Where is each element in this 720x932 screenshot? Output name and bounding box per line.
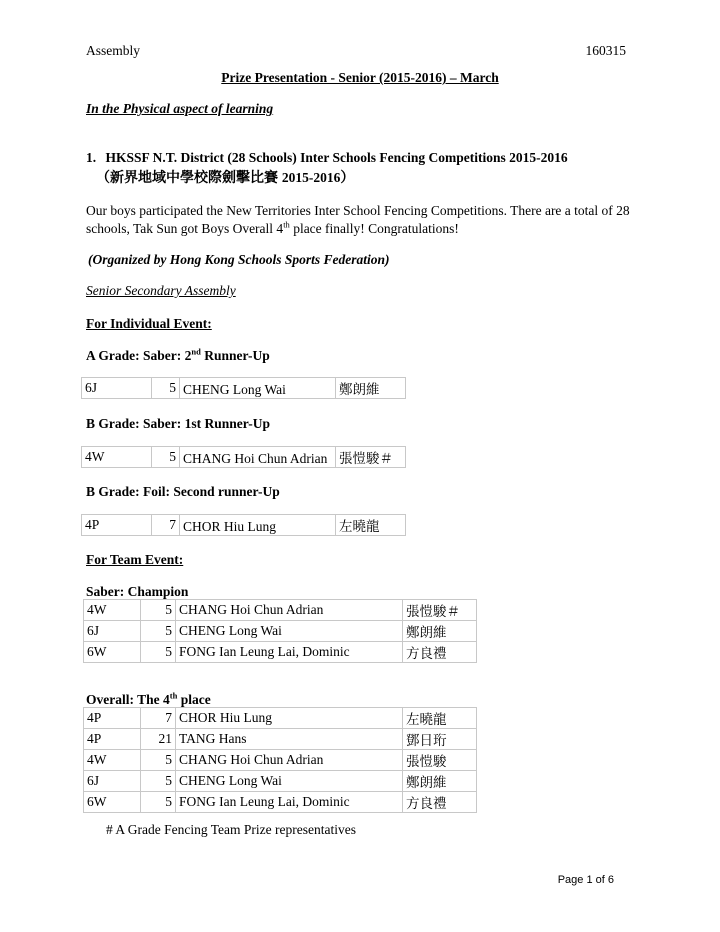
paragraph-line-2 xyxy=(86,221,459,237)
cell-number: 5 xyxy=(141,792,176,813)
grade-b-saber-heading: B Grade: Saber: 1st Runner-Up xyxy=(86,416,270,431)
grade-a-sup: nd xyxy=(191,346,201,357)
paragraph-line-2-b: place finally! Congratulations! xyxy=(289,221,459,236)
cell-name: CHENG Long Wai xyxy=(176,771,403,792)
footnote: # A Grade Fencing Team Prize representatives xyxy=(106,822,356,837)
cell-chinese-name: 左曉龍 xyxy=(336,515,406,536)
cell-class: 4W xyxy=(84,600,141,621)
cell-chinese-name: 張愷駿 xyxy=(403,750,477,771)
team-heading: For Team Event: xyxy=(86,552,184,567)
cell-name: CHENG Long Wai xyxy=(176,621,403,642)
cell-chinese-name: 左曉龍 xyxy=(403,708,477,729)
cell-class: 4P xyxy=(82,515,152,536)
cell-name: FONG Ian Leung Lai, Dominic xyxy=(176,792,403,813)
page-title: Prize Presentation - Senior (2015-2016) – March xyxy=(221,70,499,85)
cell-class: 4P xyxy=(84,708,141,729)
cell-chinese-name: 張愷駿＃ xyxy=(336,447,406,468)
table-row xyxy=(84,621,477,642)
cell-name: TANG Hans xyxy=(176,729,403,750)
cell-class: 4W xyxy=(82,447,152,468)
individual-heading: For Individual Event: xyxy=(86,316,212,331)
page-number: Page 1 of 6 xyxy=(557,874,614,886)
cell-number: 5 xyxy=(152,378,180,399)
table-row xyxy=(82,447,406,468)
overall-sup: th xyxy=(169,690,178,701)
cell-chinese-name: 鄧日珩 xyxy=(403,729,477,750)
competition-title xyxy=(86,150,568,166)
table-row xyxy=(82,378,406,399)
cell-number: 5 xyxy=(152,447,180,468)
cell-number: 5 xyxy=(141,600,176,621)
cell-number: 7 xyxy=(152,515,180,536)
header-right: 160315 xyxy=(585,43,626,58)
competition-title-en: HKSSF N.T. District (28 Schools) Inter Schools Fencing Competitions 2015-2016 xyxy=(105,150,568,165)
cell-number: 21 xyxy=(141,729,176,750)
saber-champion-heading: Saber: Champion xyxy=(86,584,189,599)
cell-name: FONG Ian Leung Lai, Dominic xyxy=(176,642,403,663)
paragraph-line-1: Our boys participated the New Territories Inter School Fencing Competitions. There are a total of 28 xyxy=(86,203,630,218)
competition-title-cn-close: ） xyxy=(340,169,355,185)
cell-chinese-name: 鄭朗維 xyxy=(403,621,477,642)
cell-number: 5 xyxy=(141,642,176,663)
table-grade-b-foil xyxy=(81,514,406,536)
overall-heading xyxy=(86,692,211,708)
table-overall xyxy=(83,707,477,813)
header-left: Assembly xyxy=(86,43,140,58)
table-saber-team xyxy=(83,599,477,663)
table-row xyxy=(84,729,477,750)
cell-class: 6W xyxy=(84,792,141,813)
cell-name: CHENG Long Wai xyxy=(180,378,336,399)
competition-title-cn-year: 2015-2016 xyxy=(281,170,341,185)
cell-class: 6J xyxy=(84,771,141,792)
grade-a-a: A Grade: Saber: 2 xyxy=(86,348,192,363)
cell-chinese-name: 方良禮 xyxy=(403,642,477,663)
paragraph-line-2-a: schools, Tak Sun got Boys Overall 4 xyxy=(86,221,284,236)
cell-chinese-name: 方良禮 xyxy=(403,792,477,813)
grade-a-b: Runner-Up xyxy=(200,348,270,363)
competition-title-cn xyxy=(96,167,354,187)
cell-class: 6J xyxy=(84,621,141,642)
cell-number: 5 xyxy=(141,621,176,642)
cell-chinese-name: 鄭朗維 xyxy=(403,771,477,792)
table-row xyxy=(84,792,477,813)
cell-chinese-name: 鄭朗維 xyxy=(336,378,406,399)
cell-name: CHOR Hiu Lung xyxy=(180,515,336,536)
table-row xyxy=(84,708,477,729)
paragraph-line-2-sup: th xyxy=(283,219,290,230)
cell-class: 4P xyxy=(84,729,141,750)
overall-a: Overall: The 4 xyxy=(86,692,170,707)
cell-number: 5 xyxy=(141,750,176,771)
assembly-label: Senior Secondary Assembly xyxy=(86,283,236,298)
competition-number: 1. xyxy=(86,150,97,165)
competition-title-cn-text: （新界地域中學校際劍擊比賽 xyxy=(96,169,282,185)
table-row xyxy=(82,515,406,536)
table-row xyxy=(84,771,477,792)
table-row xyxy=(84,600,477,621)
table-row xyxy=(84,642,477,663)
cell-class: 6J xyxy=(82,378,152,399)
table-row xyxy=(84,750,477,771)
grade-b-foil-heading: B Grade: Foil: Second runner-Up xyxy=(86,484,280,499)
overall-b: place xyxy=(177,692,211,707)
cell-name: CHANG Hoi Chun Adrian xyxy=(176,750,403,771)
cell-name: CHOR Hiu Lung xyxy=(176,708,403,729)
cell-number: 5 xyxy=(141,771,176,792)
cell-class: 4W xyxy=(84,750,141,771)
table-grade-b-saber xyxy=(81,446,406,468)
cell-name: CHANG Hoi Chun Adrian xyxy=(180,447,336,468)
cell-name: CHANG Hoi Chun Adrian xyxy=(176,600,403,621)
grade-a-heading xyxy=(86,348,270,364)
aspect-heading: In the Physical aspect of learning xyxy=(86,101,274,116)
cell-chinese-name: 張愷駿＃ xyxy=(403,600,477,621)
cell-number: 7 xyxy=(141,708,176,729)
organizer: (Organized by Hong Kong Schools Sports Federation) xyxy=(88,252,390,267)
table-grade-a xyxy=(81,377,406,399)
cell-class: 6W xyxy=(84,642,141,663)
